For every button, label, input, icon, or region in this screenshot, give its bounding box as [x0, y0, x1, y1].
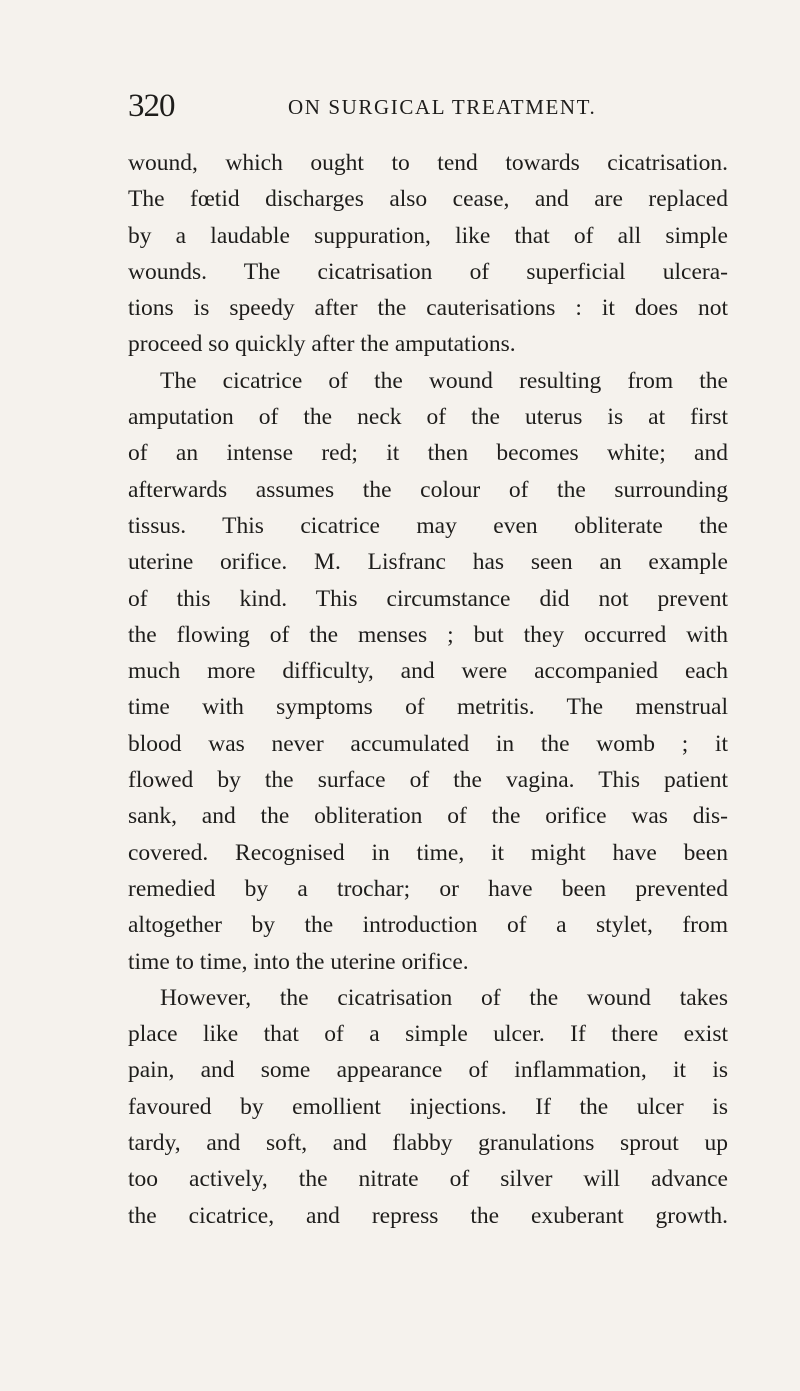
text-line: tardy, and soft, and flabby granulations sprout up [128, 1130, 728, 1157]
text-line: the cicatrice, and repress the exuberant growth. [128, 1202, 728, 1229]
page-number: 320 [128, 88, 175, 124]
text-line: blood was never accumulated in the womb ; it [128, 730, 728, 757]
text-line: tissus. This cicatrice may even obliterate the [128, 512, 728, 539]
text-line: too actively, the nitrate of silver will advance [128, 1166, 728, 1193]
text-line: by a laudable suppuration, like that of all simple [128, 222, 728, 249]
text-line: proceed so quickly after the amputations. [128, 331, 516, 358]
running-title: ON SURGICAL TREATMENT. [288, 95, 597, 119]
text-line: flowed by the surface of the vagina. This patient [128, 767, 728, 794]
text-line: time with symptoms of metritis. The menstrual [128, 694, 728, 721]
text-line: remedied by a trochar; or have been prevented [128, 875, 728, 902]
text-line: tions is speedy after the cauterisations : it does not [128, 295, 728, 322]
text-line: time to time, into the uterine orifice. [128, 948, 469, 975]
text-line: afterwards assumes the colour of the surrounding [128, 476, 728, 503]
text-line: altogether by the introduction of a stylet, from [128, 912, 728, 939]
text-line: sank, and the obliteration of the orifice was dis- [128, 803, 728, 830]
running-head [128, 88, 728, 124]
text-line: wounds. The cicatrisation of superficial ulcera- [128, 258, 728, 285]
text-line: of this kind. This circumstance did not prevent [128, 585, 728, 612]
text-line: covered. Recognised in time, it might have been [128, 839, 728, 866]
text-line: of an intense red; it then becomes white; and [128, 440, 728, 467]
text-line: However, the cicatrisation of the wound takes [160, 984, 728, 1011]
text-line: uterine orifice. M. Lisfranc has seen an example [128, 549, 728, 576]
text-line: The fœtid discharges also cease, and are replaced [128, 186, 728, 213]
text-line: place like that of a simple ulcer. If there exist [128, 1021, 728, 1048]
text-line: pain, and some appearance of inflammation, it is [128, 1057, 728, 1084]
text-line: much more difficulty, and were accompanied each [128, 658, 728, 685]
text-line: wound, which ought to tend towards cicatrisation. [128, 150, 728, 176]
text-line: favoured by emollient injections. If the ulcer is [128, 1093, 728, 1120]
text-line: amputation of the neck of the uterus is at first [128, 404, 728, 431]
text-line: the flowing of the menses ; but they occurred with [128, 621, 728, 648]
text-line: The cicatrice of the wound resulting from the [160, 367, 728, 394]
body-text [128, 145, 728, 1234]
